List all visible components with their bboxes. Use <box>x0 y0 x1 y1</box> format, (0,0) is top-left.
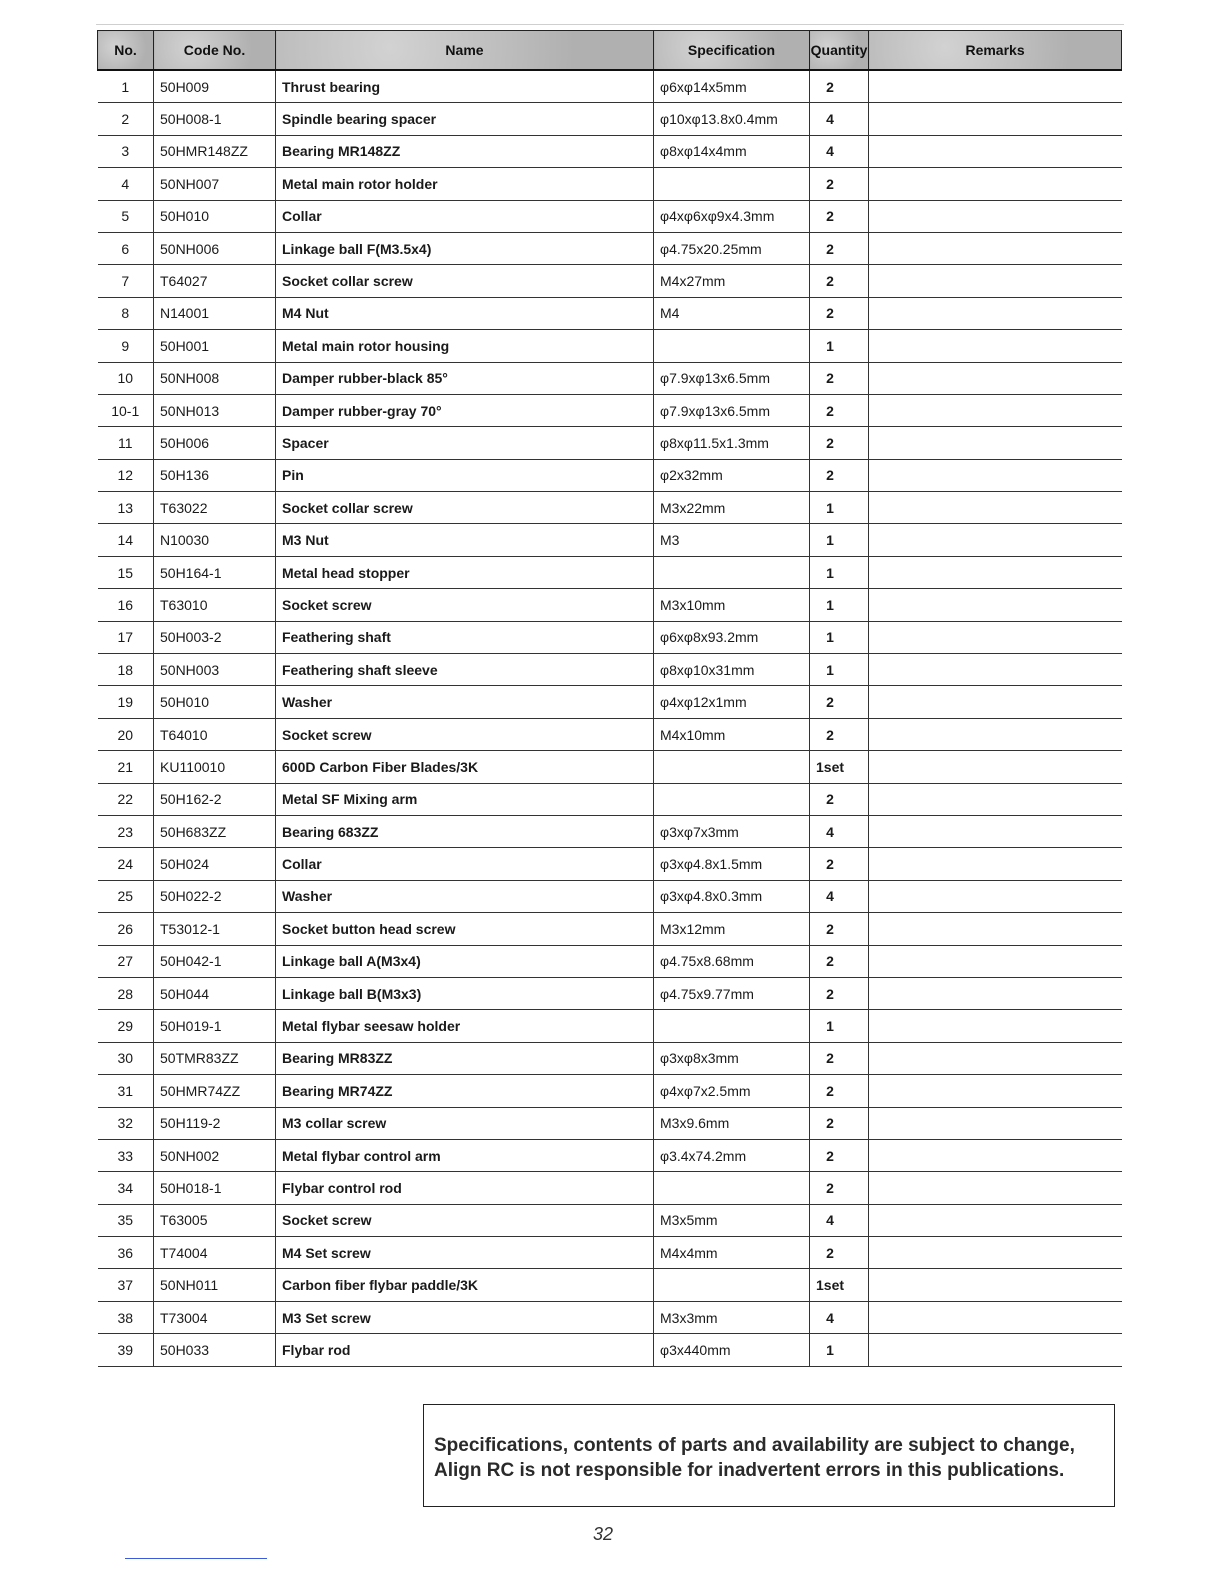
cell-quantity: 2 <box>810 70 869 103</box>
cell-quantity: 2 <box>810 200 869 232</box>
cell-code: 50H024 <box>154 848 276 880</box>
cell-code: 50H683ZZ <box>154 815 276 847</box>
cell-remarks <box>869 1139 1122 1171</box>
cell-specification: φ4.75x9.77mm <box>654 977 810 1009</box>
cell-no: 39 <box>98 1334 154 1366</box>
cell-remarks <box>869 1107 1122 1139</box>
cell-no: 32 <box>98 1107 154 1139</box>
table-row <box>98 1269 1122 1301</box>
cell-specification: φ3xφ4.8x0.3mm <box>654 880 810 912</box>
cell-quantity: 1set <box>810 751 869 783</box>
cell-quantity: 4 <box>810 135 869 167</box>
cell-name: Flybar rod <box>276 1334 654 1366</box>
cell-no: 10 <box>98 362 154 394</box>
cell-specification: φ6xφ8x93.2mm <box>654 621 810 653</box>
cell-specification: φ8xφ11.5x1.3mm <box>654 427 810 459</box>
table-row <box>98 848 1122 880</box>
cell-no: 21 <box>98 751 154 783</box>
cell-no: 16 <box>98 589 154 621</box>
table-row <box>98 686 1122 718</box>
cell-code: KU110010 <box>154 751 276 783</box>
cell-code: T63005 <box>154 1204 276 1236</box>
cell-quantity: 4 <box>810 103 869 135</box>
cell-no: 33 <box>98 1139 154 1171</box>
cell-name: Metal flybar control arm <box>276 1139 654 1171</box>
cell-quantity: 1 <box>810 589 869 621</box>
cell-remarks <box>869 783 1122 815</box>
cell-specification <box>654 783 810 815</box>
cell-no: 34 <box>98 1172 154 1204</box>
header-quantity: Quantity <box>810 31 869 71</box>
table-row <box>98 977 1122 1009</box>
cell-remarks <box>869 718 1122 750</box>
cell-name: Carbon fiber flybar paddle/3K <box>276 1269 654 1301</box>
cell-no: 7 <box>98 265 154 297</box>
cell-code: T53012-1 <box>154 913 276 945</box>
cell-no: 31 <box>98 1075 154 1107</box>
cell-specification: φ4xφ7x2.5mm <box>654 1075 810 1107</box>
cell-no: 10-1 <box>98 394 154 426</box>
table-row <box>98 200 1122 232</box>
cell-name: Socket screw <box>276 718 654 750</box>
cell-code: 50HMR74ZZ <box>154 1075 276 1107</box>
table-row <box>98 265 1122 297</box>
header-name: Name <box>276 31 654 71</box>
cell-no: 18 <box>98 654 154 686</box>
cell-remarks <box>869 1172 1122 1204</box>
cell-no: 30 <box>98 1042 154 1074</box>
cell-quantity: 1 <box>810 492 869 524</box>
cell-quantity: 2 <box>810 1172 869 1204</box>
table-row <box>98 459 1122 491</box>
cell-name: Bearing MR148ZZ <box>276 135 654 167</box>
cell-name: Collar <box>276 848 654 880</box>
cell-code: 50H022-2 <box>154 880 276 912</box>
table-row <box>98 1075 1122 1107</box>
table-row <box>98 880 1122 912</box>
cell-remarks <box>869 1204 1122 1236</box>
cell-remarks <box>869 168 1122 200</box>
cell-remarks <box>869 459 1122 491</box>
cell-quantity: 1 <box>810 1334 869 1366</box>
cell-remarks <box>869 1301 1122 1333</box>
table-row <box>98 168 1122 200</box>
header-row <box>98 31 1122 71</box>
cell-quantity: 1 <box>810 330 869 362</box>
cell-specification: M3x5mm <box>654 1204 810 1236</box>
cell-no: 15 <box>98 556 154 588</box>
table-row <box>98 1334 1122 1366</box>
table-row <box>98 913 1122 945</box>
cell-specification: M3x10mm <box>654 589 810 621</box>
cell-quantity: 2 <box>810 1237 869 1269</box>
table-row <box>98 654 1122 686</box>
cell-specification <box>654 1269 810 1301</box>
cell-remarks <box>869 1237 1122 1269</box>
cell-specification: M3 <box>654 524 810 556</box>
cell-remarks <box>869 848 1122 880</box>
cell-specification: φ7.9xφ13x6.5mm <box>654 394 810 426</box>
table-row <box>98 1237 1122 1269</box>
page-number: 32 <box>592 1524 614 1544</box>
cell-specification: φ6xφ14x5mm <box>654 70 810 103</box>
cell-specification: φ3x440mm <box>654 1334 810 1366</box>
cell-remarks <box>869 297 1122 329</box>
cell-no: 38 <box>98 1301 154 1333</box>
cell-remarks <box>869 913 1122 945</box>
cell-name: Metal flybar seesaw holder <box>276 1010 654 1042</box>
cell-specification: M3x22mm <box>654 492 810 524</box>
cell-specification: φ4xφ12x1mm <box>654 686 810 718</box>
cell-remarks <box>869 492 1122 524</box>
cell-no: 14 <box>98 524 154 556</box>
cell-no: 29 <box>98 1010 154 1042</box>
cell-code: T63010 <box>154 589 276 621</box>
cell-name: Damper rubber-gray 70° <box>276 394 654 426</box>
cell-quantity: 2 <box>810 977 869 1009</box>
cell-code: 50NH002 <box>154 1139 276 1171</box>
cell-code: N14001 <box>154 297 276 329</box>
cell-no: 22 <box>98 783 154 815</box>
cell-remarks <box>869 135 1122 167</box>
table-row <box>98 427 1122 459</box>
cell-name: Metal SF Mixing arm <box>276 783 654 815</box>
cell-name: Bearing 683ZZ <box>276 815 654 847</box>
cell-no: 17 <box>98 621 154 653</box>
cell-code: 50H010 <box>154 200 276 232</box>
cell-code: 50NH003 <box>154 654 276 686</box>
cell-remarks <box>869 589 1122 621</box>
footer-link-line <box>125 1558 267 1559</box>
cell-code: 50H033 <box>154 1334 276 1366</box>
cell-specification <box>654 556 810 588</box>
cell-name: Socket collar screw <box>276 492 654 524</box>
cell-no: 3 <box>98 135 154 167</box>
table-row <box>98 945 1122 977</box>
cell-code: 50H019-1 <box>154 1010 276 1042</box>
cell-name: Pin <box>276 459 654 491</box>
cell-no: 9 <box>98 330 154 362</box>
cell-no: 2 <box>98 103 154 135</box>
cell-quantity: 2 <box>810 718 869 750</box>
cell-name: M3 Set screw <box>276 1301 654 1333</box>
cell-quantity: 2 <box>810 232 869 264</box>
cell-quantity: 2 <box>810 168 869 200</box>
cell-name: Feathering shaft <box>276 621 654 653</box>
table-row <box>98 492 1122 524</box>
cell-remarks <box>869 200 1122 232</box>
cell-name: Socket button head screw <box>276 913 654 945</box>
cell-no: 19 <box>98 686 154 718</box>
cell-code: 50H001 <box>154 330 276 362</box>
table-row <box>98 556 1122 588</box>
cell-name: Bearing MR74ZZ <box>276 1075 654 1107</box>
cell-code: 50NH011 <box>154 1269 276 1301</box>
cell-remarks <box>869 1334 1122 1366</box>
cell-specification <box>654 330 810 362</box>
cell-no: 1 <box>98 70 154 103</box>
cell-remarks <box>869 1269 1122 1301</box>
cell-code: 50H044 <box>154 977 276 1009</box>
cell-no: 27 <box>98 945 154 977</box>
cell-remarks <box>869 70 1122 103</box>
cell-remarks <box>869 654 1122 686</box>
cell-name: Washer <box>276 686 654 718</box>
cell-remarks <box>869 621 1122 653</box>
cell-no: 28 <box>98 977 154 1009</box>
table-row <box>98 524 1122 556</box>
cell-name: Linkage ball A(M3x4) <box>276 945 654 977</box>
cell-no: 11 <box>98 427 154 459</box>
cell-code: 50NH006 <box>154 232 276 264</box>
cell-quantity: 2 <box>810 459 869 491</box>
cell-code: 50H164-1 <box>154 556 276 588</box>
cell-remarks <box>869 556 1122 588</box>
table-row <box>98 135 1122 167</box>
parts-table-body <box>98 70 1122 1366</box>
cell-quantity: 2 <box>810 848 869 880</box>
cell-code: 50H042-1 <box>154 945 276 977</box>
table-row <box>98 1204 1122 1236</box>
cell-quantity: 2 <box>810 427 869 459</box>
cell-code: 50H009 <box>154 70 276 103</box>
cell-name: M4 Set screw <box>276 1237 654 1269</box>
cell-no: 5 <box>98 200 154 232</box>
cell-quantity: 1 <box>810 556 869 588</box>
disclaimer-box <box>423 1404 1115 1507</box>
cell-no: 12 <box>98 459 154 491</box>
parts-table <box>97 30 1122 1367</box>
cell-specification <box>654 168 810 200</box>
cell-name: Linkage ball F(M3.5x4) <box>276 232 654 264</box>
cell-remarks <box>869 232 1122 264</box>
header-specification: Specification <box>654 31 810 71</box>
cell-no: 35 <box>98 1204 154 1236</box>
cell-name: Washer <box>276 880 654 912</box>
cell-remarks <box>869 362 1122 394</box>
cell-code: T64027 <box>154 265 276 297</box>
cell-remarks <box>869 1010 1122 1042</box>
cell-specification: M3x3mm <box>654 1301 810 1333</box>
cell-quantity: 2 <box>810 945 869 977</box>
cell-remarks <box>869 880 1122 912</box>
cell-specification: M4x10mm <box>654 718 810 750</box>
cell-specification: φ7.9xφ13x6.5mm <box>654 362 810 394</box>
cell-code: 50NH008 <box>154 362 276 394</box>
cell-quantity: 2 <box>810 686 869 718</box>
cell-code: 50NH007 <box>154 168 276 200</box>
cell-quantity: 1 <box>810 524 869 556</box>
cell-code: 50H008-1 <box>154 103 276 135</box>
cell-remarks <box>869 103 1122 135</box>
cell-specification: M3x12mm <box>654 913 810 945</box>
cell-specification: φ4xφ6xφ9x4.3mm <box>654 200 810 232</box>
cell-name: Metal main rotor holder <box>276 168 654 200</box>
cell-remarks <box>869 1075 1122 1107</box>
cell-specification: M4x27mm <box>654 265 810 297</box>
cell-quantity: 4 <box>810 1301 869 1333</box>
cell-specification: φ10xφ13.8x0.4mm <box>654 103 810 135</box>
cell-code: 50H119-2 <box>154 1107 276 1139</box>
cell-no: 23 <box>98 815 154 847</box>
cell-remarks <box>869 394 1122 426</box>
cell-no: 24 <box>98 848 154 880</box>
cell-name: 600D Carbon Fiber Blades/3K <box>276 751 654 783</box>
table-row <box>98 783 1122 815</box>
cell-name: Thrust bearing <box>276 70 654 103</box>
cell-no: 13 <box>98 492 154 524</box>
cell-code: T63022 <box>154 492 276 524</box>
cell-name: Collar <box>276 200 654 232</box>
cell-quantity: 4 <box>810 815 869 847</box>
cell-remarks <box>869 686 1122 718</box>
cell-name: M3 collar screw <box>276 1107 654 1139</box>
table-row <box>98 621 1122 653</box>
cell-quantity: 4 <box>810 880 869 912</box>
cell-remarks <box>869 265 1122 297</box>
header-remarks: Remarks <box>869 31 1122 71</box>
cell-no: 4 <box>98 168 154 200</box>
cell-quantity: 4 <box>810 1204 869 1236</box>
table-row <box>98 815 1122 847</box>
cell-name: Socket screw <box>276 1204 654 1236</box>
cell-quantity: 2 <box>810 265 869 297</box>
cell-quantity: 1 <box>810 621 869 653</box>
cell-name: Bearing MR83ZZ <box>276 1042 654 1074</box>
table-row <box>98 751 1122 783</box>
cell-code: 50H006 <box>154 427 276 459</box>
cell-quantity: 2 <box>810 394 869 426</box>
cell-remarks <box>869 815 1122 847</box>
cell-quantity: 2 <box>810 1107 869 1139</box>
cell-code: 50H162-2 <box>154 783 276 815</box>
cell-name: Flybar control rod <box>276 1172 654 1204</box>
cell-quantity: 2 <box>810 297 869 329</box>
cell-name: Socket screw <box>276 589 654 621</box>
cell-code: 50H018-1 <box>154 1172 276 1204</box>
cell-remarks <box>869 1042 1122 1074</box>
cell-quantity: 1set <box>810 1269 869 1301</box>
cell-name: Spacer <box>276 427 654 459</box>
cell-specification: φ3xφ4.8x1.5mm <box>654 848 810 880</box>
cell-specification <box>654 1010 810 1042</box>
cell-name: Metal main rotor housing <box>276 330 654 362</box>
cell-specification: φ3xφ7x3mm <box>654 815 810 847</box>
cell-specification: φ2x32mm <box>654 459 810 491</box>
table-row <box>98 362 1122 394</box>
cell-name: M4 Nut <box>276 297 654 329</box>
table-row <box>98 1107 1122 1139</box>
cell-code: T64010 <box>154 718 276 750</box>
cell-quantity: 1 <box>810 654 869 686</box>
disclaimer-line-2: Align RC is not responsible for inadvertent errors in this publications. <box>434 1460 1065 1481</box>
table-row <box>98 1010 1122 1042</box>
table-row <box>98 718 1122 750</box>
cell-quantity: 2 <box>810 1042 869 1074</box>
table-row <box>98 1301 1122 1333</box>
cell-code: 50HMR148ZZ <box>154 135 276 167</box>
cell-specification: φ3.4x74.2mm <box>654 1139 810 1171</box>
cell-code: N10030 <box>154 524 276 556</box>
table-row <box>98 232 1122 264</box>
table-row <box>98 330 1122 362</box>
cell-specification: φ4.75x20.25mm <box>654 232 810 264</box>
table-row <box>98 103 1122 135</box>
cell-quantity: 2 <box>810 1075 869 1107</box>
parts-table-header <box>98 31 1122 71</box>
cell-specification: M3x9.6mm <box>654 1107 810 1139</box>
disclaimer-line-1: Specifications, contents of parts and availability are subject to change, <box>434 1435 1075 1456</box>
cell-code: T74004 <box>154 1237 276 1269</box>
cell-specification: φ8xφ10x31mm <box>654 654 810 686</box>
cell-no: 25 <box>98 880 154 912</box>
table-row <box>98 70 1122 103</box>
table-row <box>98 297 1122 329</box>
cell-remarks <box>869 751 1122 783</box>
cell-name: Metal head stopper <box>276 556 654 588</box>
cell-quantity: 2 <box>810 783 869 815</box>
cell-remarks <box>869 330 1122 362</box>
cell-quantity: 2 <box>810 362 869 394</box>
cell-code: 50H136 <box>154 459 276 491</box>
cell-name: Socket collar screw <box>276 265 654 297</box>
cell-name: M3 Nut <box>276 524 654 556</box>
cell-code: 50H010 <box>154 686 276 718</box>
table-row <box>98 1172 1122 1204</box>
top-rule <box>96 24 1124 25</box>
cell-remarks <box>869 945 1122 977</box>
cell-specification: M4 <box>654 297 810 329</box>
cell-no: 6 <box>98 232 154 264</box>
cell-name: Feathering shaft sleeve <box>276 654 654 686</box>
cell-specification: φ8xφ14x4mm <box>654 135 810 167</box>
cell-quantity: 1 <box>810 1010 869 1042</box>
cell-specification <box>654 751 810 783</box>
cell-remarks <box>869 977 1122 1009</box>
cell-no: 8 <box>98 297 154 329</box>
cell-remarks <box>869 427 1122 459</box>
cell-specification: M4x4mm <box>654 1237 810 1269</box>
cell-no: 36 <box>98 1237 154 1269</box>
cell-no: 20 <box>98 718 154 750</box>
table-row <box>98 394 1122 426</box>
cell-remarks <box>869 524 1122 556</box>
cell-code: 50NH013 <box>154 394 276 426</box>
cell-code: 50H003-2 <box>154 621 276 653</box>
header-no: No. <box>98 31 154 71</box>
cell-code: T73004 <box>154 1301 276 1333</box>
cell-code: 50TMR83ZZ <box>154 1042 276 1074</box>
cell-name: Spindle bearing spacer <box>276 103 654 135</box>
header-code: Code No. <box>154 31 276 71</box>
cell-no: 37 <box>98 1269 154 1301</box>
cell-specification: φ3xφ8x3mm <box>654 1042 810 1074</box>
cell-no: 26 <box>98 913 154 945</box>
table-row <box>98 589 1122 621</box>
table-row <box>98 1139 1122 1171</box>
cell-name: Damper rubber-black 85° <box>276 362 654 394</box>
cell-specification <box>654 1172 810 1204</box>
cell-quantity: 2 <box>810 913 869 945</box>
table-row <box>98 1042 1122 1074</box>
cell-name: Linkage ball B(M3x3) <box>276 977 654 1009</box>
cell-quantity: 2 <box>810 1139 869 1171</box>
cell-specification: φ4.75x8.68mm <box>654 945 810 977</box>
